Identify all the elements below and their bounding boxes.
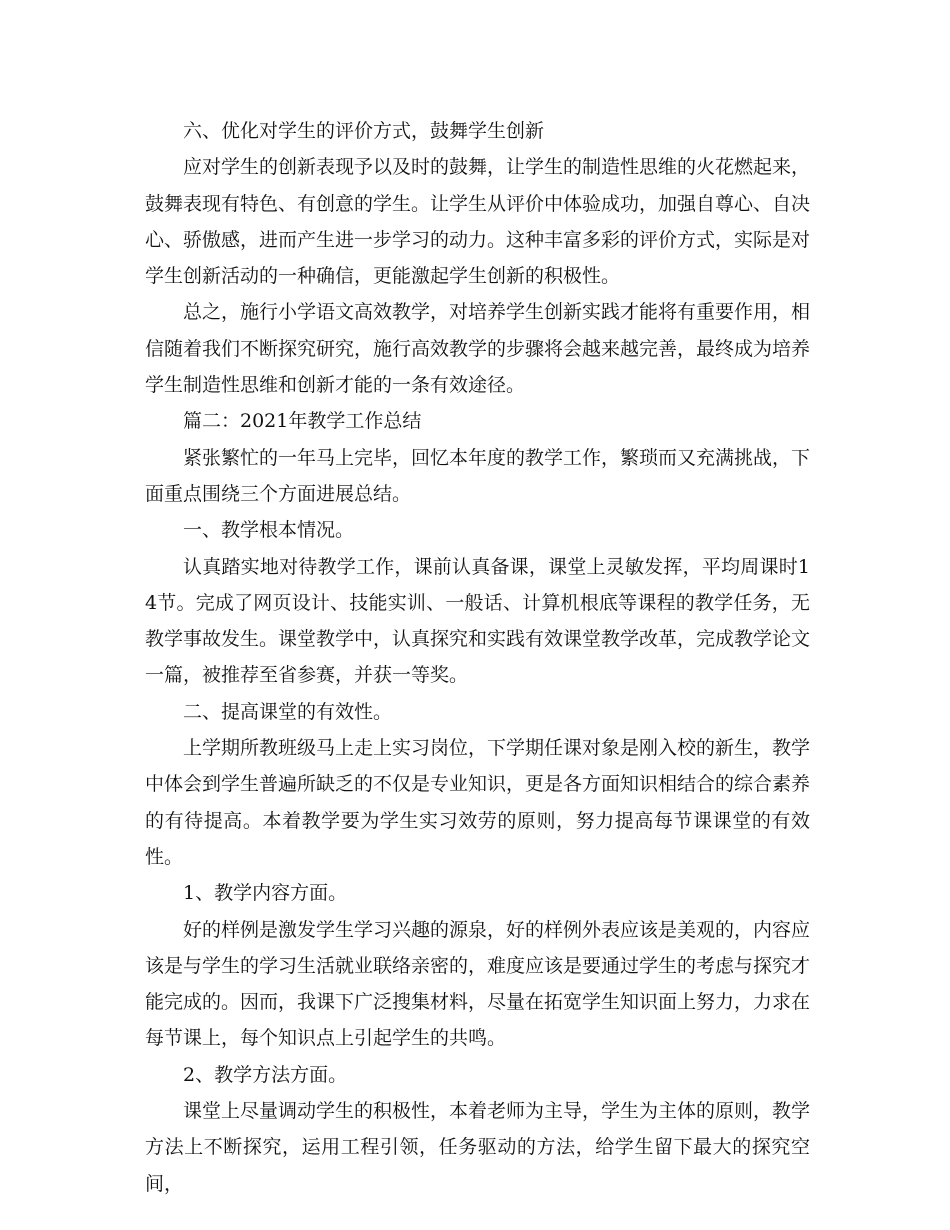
- subheading-teaching-content: 1、教学内容方面。: [183, 882, 348, 905]
- paragraph-teaching-basics: 认真踏实地对待教学工作，课前认真备课，课堂上灵敏发挥，平均周课时14节。完成了网页设计、技能实训、一般话、计算机根底等课程的教学任务，无教学事故发生。课堂教学中，认真探究和实践有效课堂教学改革，完成教学论文一篇，被推荐至省参赛，并获一等奖。: [145, 555, 811, 687]
- section-heading-one: 一、教学根本情况。: [183, 519, 355, 542]
- section-heading-two: 二、提高课堂的有效性。: [183, 700, 393, 723]
- document-body: [145, 113, 810, 1202]
- paragraph-teaching-method: 课堂上尽量调动学生的积极性，本着老师为主导，学生为主体的原则，教学方法上不断探究，运用工程引领，任务驱动的方法，给学生留下最大的探究空间，: [145, 1100, 811, 1195]
- paragraph-year-summary-intro: 紧张繁忙的一年马上完毕，回忆本年度的教学工作，繁琐而又充满挑战，下面重点围绕三个方面进展总结。: [145, 446, 811, 505]
- paragraph-encourage-innovation: 应对学生的创新表现予以及时的鼓舞，让学生的制造性思维的火花燃起来，鼓舞表现有特色、有创意的学生。让学生从评价中体验成功，加强自尊心、自决心、骄傲感，进而产生进一步学习的动力。这种丰富多彩的评价方式，实际是对学生创新活动的一种确信，更能激起学生创新的积极性。: [145, 156, 811, 288]
- subheading-teaching-method: 2、教学方法方面。: [183, 1063, 348, 1086]
- paragraph-classroom-effectiveness: 上学期所教班级马上走上实习岗位，下学期任课对象是刚入校的新生，教学中体会到学生普遍所缺乏的不仅是专业知识，更是各方面知识相结合的综合素养的有待提高。本着教学要为学生实习效劳的原则，努力提高每节课课堂的有效性。: [145, 737, 811, 868]
- paragraph-teaching-content: 好的样例是激发学生学习兴趣的源泉，好的样例外表应该是美观的，内容应该是与学生的学习生活就业联络亲密的，难度应该是要通过学生的考虑与探究才能完成的。因而，我课下广泛搜集材料，尽量在拓宽学生知识面上努力，力求在每节课上，每个知识点上引起学生的共鸣。: [145, 918, 811, 1050]
- section-heading-six: 六、优化对学生的评价方式，鼓舞学生创新: [183, 120, 545, 142]
- chapter-two-title: 篇二：2021年教学工作总结: [183, 410, 422, 433]
- paragraph-conclusion: 总之，施行小学语文高效教学，对培养学生创新实践才能将有重要作用，相信随着我们不断探究研究，施行高效教学的步骤将会越来越完善，最终成为培养学生制造性思维和创新才能的一条有效途径。: [145, 301, 811, 397]
